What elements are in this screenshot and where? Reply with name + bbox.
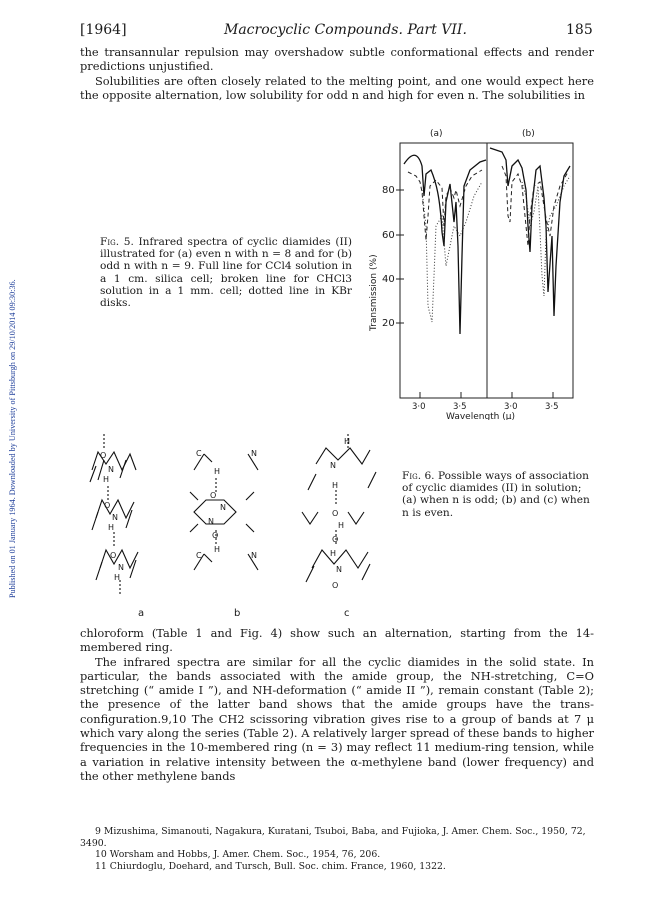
svg-text:H: H	[114, 573, 121, 582]
fig6-association-structures	[86, 430, 386, 630]
svg-text:H: H	[344, 437, 351, 446]
x-tick-b-3-5: 3·5	[545, 402, 559, 412]
svg-text:O: O	[332, 581, 339, 590]
svg-text:C: C	[196, 449, 202, 458]
svg-text:O: O	[332, 509, 339, 518]
svg-text:N: N	[118, 563, 124, 572]
svg-text:N: N	[220, 503, 226, 512]
footnote-10: 10 Worsham and Hobbs, J. Amer. Chem. Soc., 1954, 76, 206.	[95, 849, 381, 861]
svg-text:N: N	[251, 551, 257, 560]
svg-text:N: N	[112, 513, 118, 522]
svg-text:H: H	[103, 475, 110, 484]
panel-b-frame	[487, 143, 573, 398]
fig6-caption-label: Fig. 6.	[402, 470, 435, 482]
svg-text:H: H	[108, 523, 115, 532]
fig6-caption-text: Possible ways of association of cyclic diamides (II) in solution; (a) when n is odd; (b) and (c) when n is even.	[402, 470, 590, 519]
svg-text:N: N	[336, 565, 342, 574]
x-axis-label: Wavelength (μ)	[446, 412, 515, 420]
svg-text:N: N	[330, 461, 336, 470]
fig6-caption	[402, 470, 594, 519]
svg-text:H: H	[214, 467, 221, 476]
svg-text:O: O	[104, 501, 111, 510]
y-tick-40: 40	[382, 274, 395, 285]
fig5-ir-spectra	[356, 126, 586, 420]
svg-text:O: O	[332, 535, 339, 544]
fig6-label-a: a	[138, 608, 145, 619]
page-number: 185	[566, 22, 593, 38]
running-title: Macrocyclic Compounds. Part VII.	[224, 22, 467, 38]
structure-c-atoms	[330, 437, 350, 590]
structure-b-atoms	[196, 449, 257, 560]
footnote-9: 9 Mizushima, Simanouti, Nagakura, Kuratani, Tsuboi, Baba, and Fujioka, J. Amer. Chem. Soc., 1950, 72, 3490.	[80, 826, 586, 849]
spectrum-b-solid	[490, 148, 570, 316]
body-paragraph-1: chloroform (Table 1 and Fig. 4) show such an alternation, starting from the 14-membered ring.	[80, 626, 594, 655]
top-paragraph	[80, 45, 594, 102]
footnotes	[80, 826, 594, 872]
svg-text:C: C	[196, 551, 202, 560]
header-year: [1964]	[80, 22, 127, 38]
download-watermark	[6, 120, 24, 600]
svg-text:H: H	[214, 545, 221, 554]
x-tick-b-3-0: 3·0	[504, 402, 518, 412]
fig6-label-c: c	[344, 608, 350, 619]
fig5-caption-label: Fig. 5.	[100, 236, 134, 248]
panel-b-label: (b)	[522, 129, 535, 139]
top-line-1: the transannular repulsion may overshadow subtle conformational effects and render predictions unjustified.	[80, 45, 594, 74]
svg-text:O: O	[100, 451, 107, 460]
body-paragraph-2: The infrared spectra are similar for all the cyclic diamides in the solid state. In particular, the bands associated with the amide group, the NH-stretching, C=O stretching (“ amide I ”), and NH-deformation (“ amide II ”), remain constant (Table 2); the presence of the latter band shows that the amide groups have the trans-configuration.9,10 The CH2 scissoring vibration gives rise to a group of bands at 7 μ which vary along the series (Table 2). A relatively larger spread of these bands to higher frequencies in the 10-membered ring (n = 3) may reflect 11 medium-ring tension, while a variation in relative intensity between the α-methylene band (lower frequency) and the other methylene bands	[80, 654, 594, 783]
top-line-2: Solubilities are often closely related to the melting point, and one would expect here the opposite alternation, low solubility for odd n and high for even n. The solubilities in	[80, 73, 594, 102]
svg-text:O: O	[110, 551, 117, 560]
structure-a-atoms	[100, 451, 124, 582]
body-text	[80, 626, 594, 783]
panel-a-frame	[400, 143, 487, 398]
svg-text:N: N	[208, 517, 214, 526]
svg-text:O: O	[212, 531, 219, 540]
fig5-caption	[100, 236, 352, 309]
y-tick-80: 80	[382, 185, 395, 196]
y-tick-20: 20	[382, 318, 395, 329]
fig5-caption-text: Infrared spectra of cyclic diamides (II) illustrated for (a) even n with n = 8 and for (b) odd n with n = 9. Full line for CCl4 solution in a 1 cm. silica cell; broken line for CHCl3 solution in a 1 mm. cell; dotted line in KBr disks.	[100, 236, 352, 310]
svg-text:N: N	[108, 465, 114, 474]
svg-text:O: O	[210, 491, 217, 500]
svg-text:H: H	[338, 521, 345, 530]
fig6-label-b: b	[234, 608, 241, 619]
download-watermark-text: Published on 01 January 1964. Downloaded by University of Pittsburgh on 29/10/2014 09:30:36.	[8, 279, 17, 598]
svg-text:N: N	[251, 449, 257, 458]
panel-a-label: (a)	[430, 129, 443, 139]
y-tick-60: 60	[382, 230, 395, 241]
x-tick-a-3-5: 3·5	[453, 402, 467, 412]
spectrum-a-solid	[404, 155, 486, 334]
x-tick-a-3-0: 3·0	[412, 402, 426, 412]
svg-text:H: H	[332, 481, 339, 490]
structure-c	[302, 434, 376, 582]
footnote-11: 11 Chiurdoglu, Doehard, and Tursch, Bull. Soc. chim. France, 1960, 1322.	[95, 860, 446, 872]
y-axis-label: Transmission (%)	[369, 254, 379, 331]
svg-text:H: H	[330, 549, 337, 558]
